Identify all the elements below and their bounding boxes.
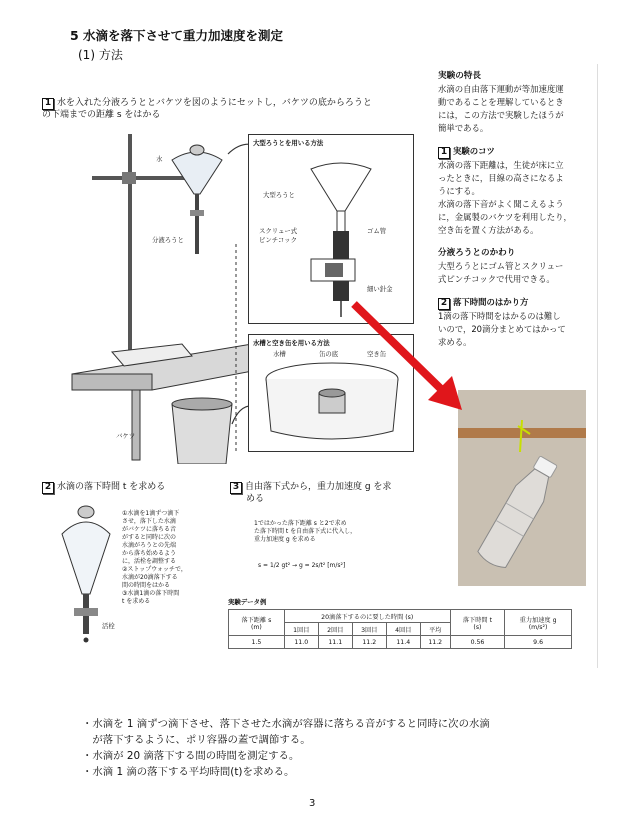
big-funnel-title: 大型ろうとを用いる方法 [253, 139, 324, 147]
table-cell: 11.2 [352, 636, 386, 649]
needle-label: 細い針金 [367, 285, 393, 293]
table-cell: 11.0 [284, 636, 318, 649]
step3-line: 重力加速度 g を求める [254, 536, 316, 543]
bullet-line: が落下するように、ポリ容器の蓋で調節する。 [82, 734, 311, 746]
header-distance-1: 落下距離 s [241, 616, 272, 624]
tips-line-1: 水滴の落下距離は，生徒が床に立 [438, 160, 564, 170]
instruction-line: ①水滴を1滴ずつ滴下 [122, 510, 180, 517]
step3-line: 1ではかった落下距離 s と2で求め [254, 520, 347, 527]
feature-title: 実験の特長 [438, 71, 481, 81]
header-distance-2: (m) [250, 623, 262, 631]
table-cell: 0.56 [450, 636, 504, 649]
feature-line-3: には，この方法で実験したほうが [438, 110, 564, 120]
step1-line2: の下端までの距離 s をはかる [42, 110, 161, 120]
instruction-line: に，活栓を調整する [122, 558, 177, 565]
step3-text [254, 520, 414, 544]
tips-number: 1 [438, 147, 450, 159]
instruction-line: がバケツに落ちる音 [122, 526, 176, 533]
table-row [229, 636, 572, 649]
big-funnel-label: 大型ろうと [263, 191, 295, 199]
method-bullets [82, 716, 490, 780]
step3-title-2: める [246, 494, 265, 504]
step3-heading [230, 482, 420, 505]
timing-line-1: 1滴の落下時間をはかるのは難し [438, 311, 561, 321]
alt-line-1: 大型ろうとにゴム管とスクリュー [438, 261, 564, 271]
header-average: 平均 [420, 623, 450, 636]
step2-heading [42, 482, 222, 494]
step1-text [42, 98, 422, 121]
tips-line-2: ったときに，目線の高さになるよ [438, 173, 564, 183]
tips-line-6: 空き缶を置く方法がある。 [438, 225, 539, 235]
tips-line-4: 水滴の落下音がよく聞こえるよう [438, 199, 564, 209]
step1-number: 1 [42, 98, 54, 110]
feature-line-4: 簡単である。 [438, 123, 489, 133]
header-fall-time [450, 610, 504, 636]
table-cell: 1.5 [229, 636, 285, 649]
step3-title-1: 自由落下式から，重力加速度 g を求 [245, 482, 392, 492]
table-cell: 11.1 [318, 636, 352, 649]
bullet-line: ・水滴を 1 滴ずつ滴下させ、落下させた水滴が容器に落ちる音がすると同時に次の水滴 [82, 718, 490, 730]
step1-line1: 水を入れた分液ろうととバケツを図のようにセットし，バケツの底からろうと [57, 98, 372, 108]
page-title: 5 水滴を落下させて重力加速度を測定 [70, 28, 284, 43]
tips-line-5: に，金属製のバケツを利用したり， [438, 212, 572, 222]
instruction-line: 間の時間をはかる [122, 582, 171, 589]
header-trial: 4回目 [386, 623, 420, 636]
table-caption: 実験データ例 [228, 598, 267, 606]
step2-title: 水滴の落下時間 t を求める [57, 482, 166, 492]
tube-label: ゴム管 [367, 227, 387, 235]
timing-line-3: 求める。 [438, 337, 472, 347]
header-trial: 3回目 [352, 623, 386, 636]
alt-title: 分液ろうとのかわり [438, 248, 516, 258]
header-g-2: (m/s²) [528, 623, 548, 631]
header-trial: 1回目 [284, 623, 318, 636]
feature-line-2: 動であることを理解しているとき [438, 97, 564, 107]
step2-instructions [122, 510, 232, 606]
instruction-line: 水滴がろうとの先端 [122, 542, 177, 549]
instruction-line: ③水滴1滴の落下時間 [122, 590, 180, 597]
section-subtitle: (1) 方法 [78, 48, 123, 62]
funnel-label: 分液ろうと [152, 236, 184, 244]
tank-label: 水槽 [273, 350, 286, 358]
tank-title: 水槽と空き缶を用いる方法 [253, 339, 330, 347]
can-label: 空き缶 [367, 350, 387, 358]
instruction-line: させ，落下した水滴 [122, 518, 176, 525]
can-bottom-label: 缶の底 [319, 350, 339, 358]
table-cell: 9.6 [505, 636, 572, 649]
stopcock-label: 活栓 [102, 622, 115, 630]
tips-line-3: うにする。 [438, 186, 480, 196]
bottle-photo-drawing [458, 390, 586, 586]
timing-number: 2 [438, 298, 450, 310]
table-cell: 11.2 [420, 636, 450, 649]
bucket-label: バケツ [116, 432, 136, 440]
bottle-photo [458, 390, 586, 586]
clamp-label-2: ピンチコック [259, 236, 297, 244]
clamp-label-1: スクリュー式 [259, 227, 298, 235]
instruction-line: 水滴が20滴落下する [122, 574, 178, 581]
instruction-line: から落ち始めるよう [122, 550, 177, 557]
instruction-line: t を求める [122, 598, 151, 605]
timing-title: 落下時間のはかり方 [453, 297, 529, 307]
timing-line-2: いので，20滴分まとめてはかって [438, 324, 566, 334]
header-gravity [505, 610, 572, 636]
alt-line-2: 式ピンチコックで代用できる。 [438, 274, 555, 284]
instruction-line: がすると同時に次の [122, 534, 177, 541]
step2-number: 2 [42, 482, 54, 494]
data-table [228, 609, 572, 649]
table-cell: 11.4 [386, 636, 420, 649]
tips-title: 実験のコツ [453, 146, 495, 156]
page-number: 3 [309, 798, 316, 809]
header-trial: 2回目 [318, 623, 352, 636]
instruction-line: ②ストップウォッチで， [122, 566, 187, 573]
header-fall-2: (s) [473, 623, 482, 631]
step3-line: た落下時間 t を自由落下式に代入し， [254, 528, 357, 535]
red-arrow-icon [340, 290, 470, 420]
bullet-line: ・水滴が 20 滴落下する間の時間を測定する。 [82, 750, 300, 762]
header-time20: 20滴落下するのに要した時間 (s) [284, 610, 450, 623]
bullet-line: ・水滴 1 滴の落下する平均時間(t)を求める。 [82, 766, 295, 778]
header-fall-1: 落下時間 t [462, 616, 493, 624]
step3-number: 3 [230, 482, 242, 494]
tips-heading [438, 145, 598, 159]
header-g-1: 重力加速度 g [519, 616, 557, 624]
header-distance [229, 610, 285, 636]
feature-line-1: 水滴の自由落下運動が等加速度運 [438, 84, 564, 94]
free-fall-formula: s = 1/2 gt² → g = 2s/t² [m/s²] [258, 562, 346, 569]
water-label: 水 [156, 155, 163, 163]
